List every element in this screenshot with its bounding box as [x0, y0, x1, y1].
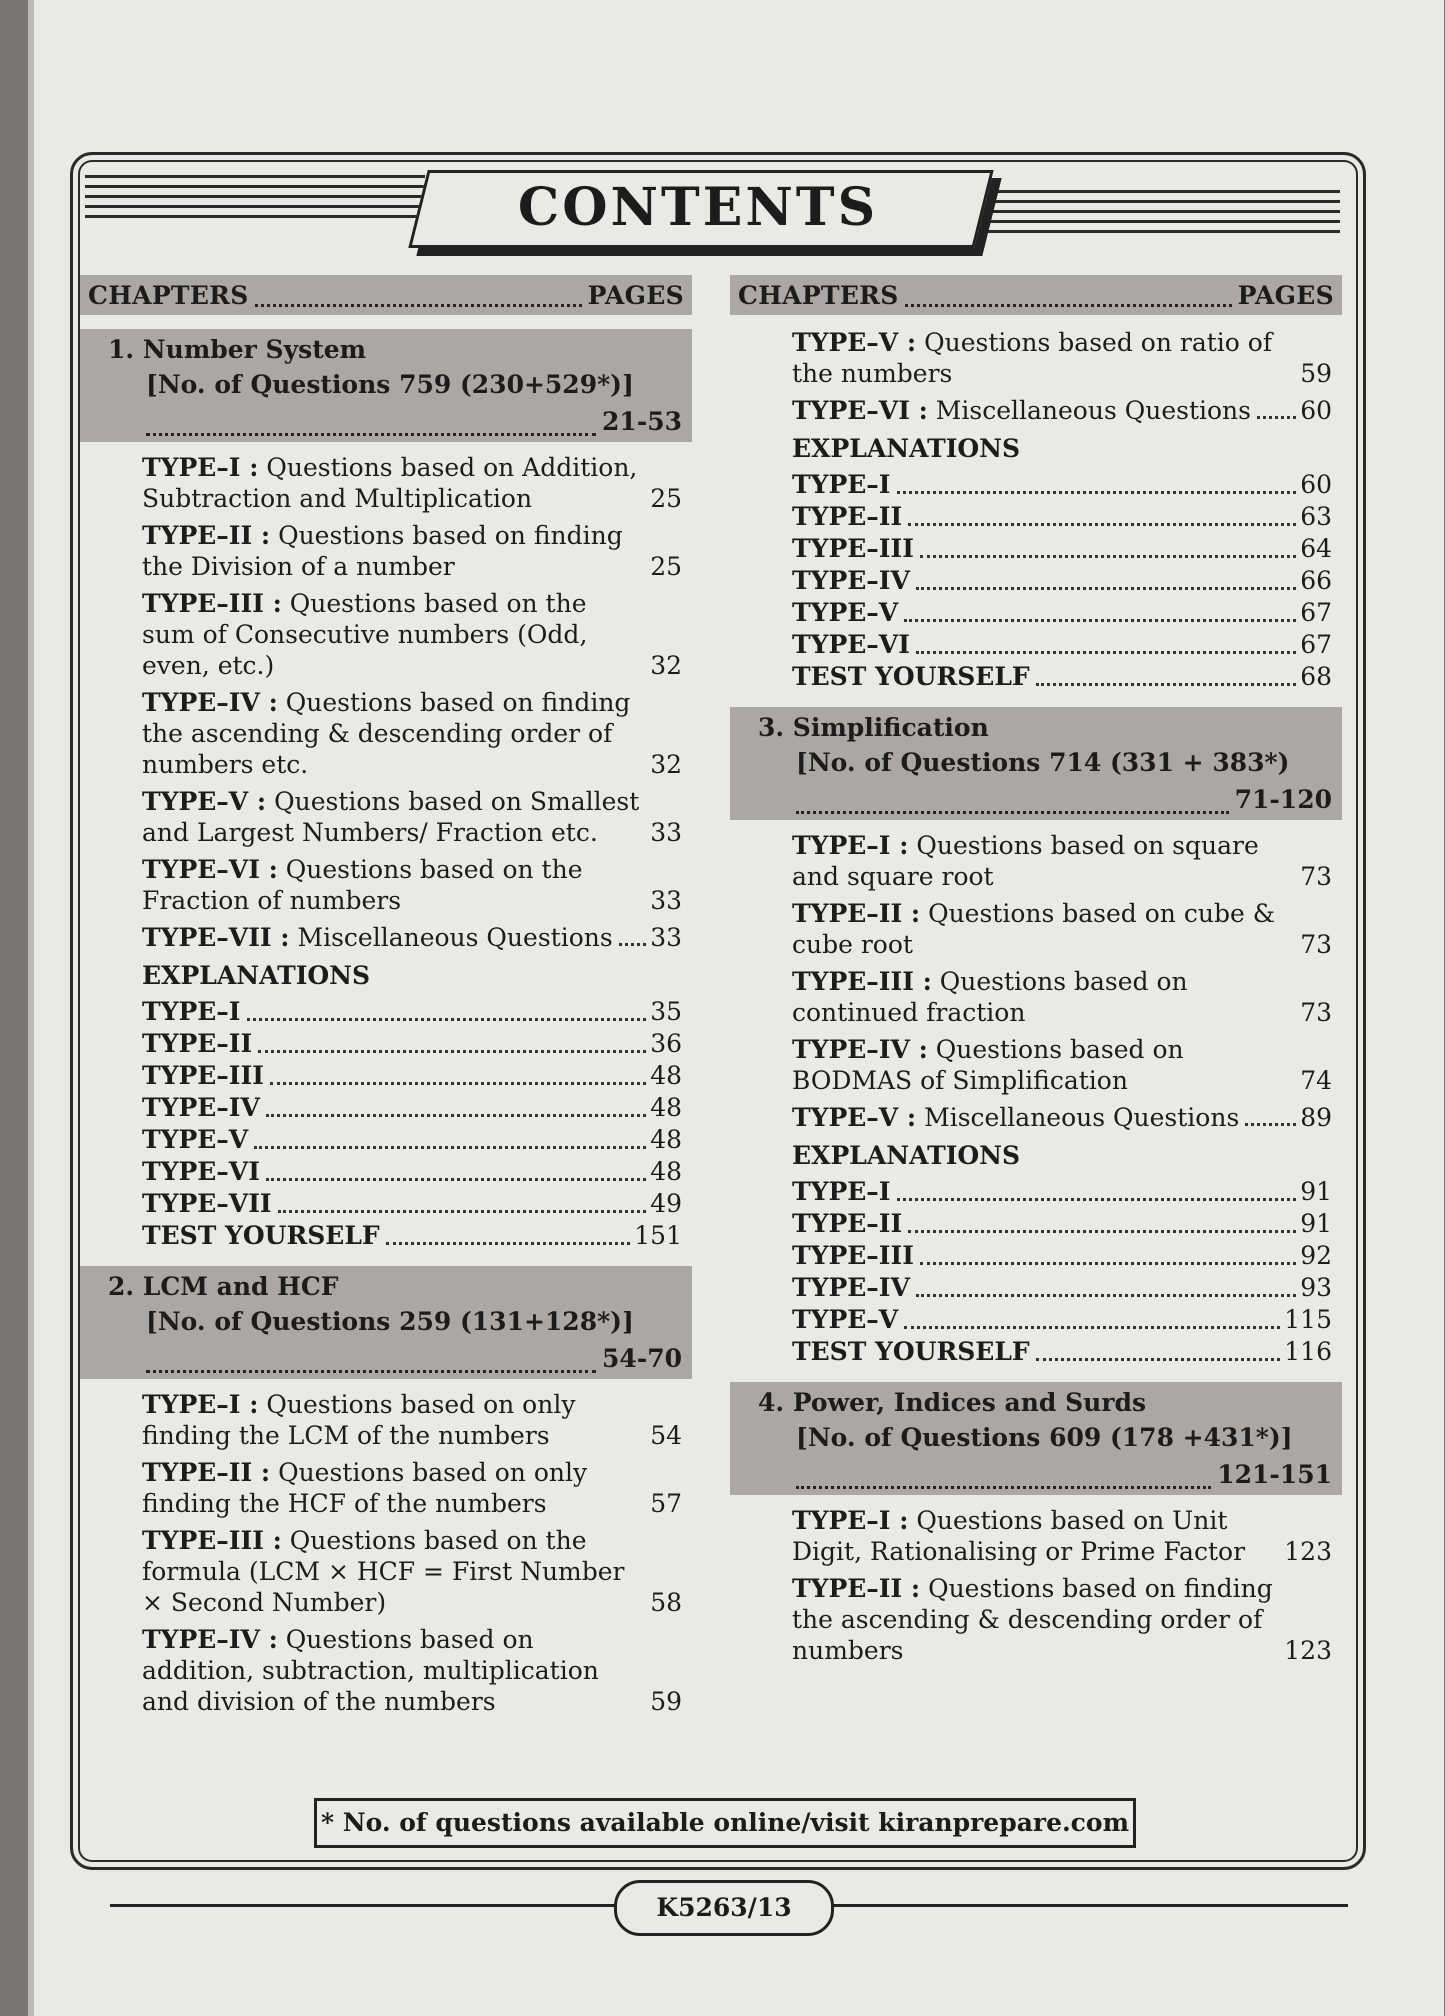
chapter-3 — [730, 707, 1342, 820]
explanation-label: TYPE–I — [142, 997, 241, 1026]
toc-entry — [80, 1624, 692, 1717]
entry-page: 32 — [650, 651, 682, 680]
explanation-entry — [80, 1028, 692, 1060]
explanation-entry — [80, 996, 692, 1028]
toc-entry — [80, 1457, 692, 1519]
page-code: K5263/13 — [614, 1880, 834, 1936]
entry-label: TYPE–VI : — [792, 396, 928, 425]
toc-entry — [80, 786, 692, 848]
explanation-entry — [730, 661, 1342, 693]
explanation-label: TYPE–IV — [142, 1093, 260, 1122]
explanation-page: 48 — [650, 1125, 682, 1154]
explanation-label: TYPE–IV — [792, 1273, 910, 1302]
entry-label: TYPE–II : — [142, 1458, 271, 1487]
entry-page: 33 — [650, 886, 682, 915]
entry-text: Questions based on cube & cube root — [792, 899, 1275, 959]
entry-label: TYPE–V : — [792, 328, 917, 357]
explanation-page: 91 — [1300, 1177, 1332, 1206]
entry-text: Questions based on finding the ascending & descending order of numbers — [792, 1574, 1273, 1665]
header-rules-left — [85, 175, 425, 221]
explanation-page: 48 — [650, 1093, 682, 1122]
explanation-entry — [80, 1188, 692, 1220]
entry-page: 57 — [650, 1489, 682, 1518]
entry-page: 123 — [1284, 1537, 1332, 1566]
explanation-entry — [730, 565, 1342, 597]
chapter-2 — [80, 1266, 692, 1379]
explanation-page: 115 — [1284, 1305, 1332, 1334]
explanation-label: TEST YOURSELF — [142, 1221, 380, 1250]
explanation-page: 66 — [1300, 566, 1332, 595]
explanations-heading: EXPLANATIONS — [792, 434, 1021, 463]
explanation-label: TYPE–III — [142, 1061, 264, 1090]
explanation-entry — [80, 1220, 692, 1252]
toc-entry — [730, 1573, 1342, 1666]
entry-label: TYPE–V : — [792, 1103, 917, 1132]
explanation-page: 64 — [1300, 534, 1332, 563]
entry-text: Questions based on finding the ascending & descending order of numbers etc. — [142, 688, 631, 779]
explanation-label: TYPE–V — [792, 598, 899, 627]
toc-entry — [730, 327, 1342, 389]
explanation-entry — [730, 1336, 1342, 1368]
entry-label: TYPE–III : — [142, 589, 282, 618]
explanation-page: 48 — [650, 1061, 682, 1090]
chapter-questions: [No. of Questions 759 (230+529*)] — [146, 370, 634, 399]
entry-text: Miscellaneous Questions — [935, 396, 1251, 425]
entry-page: 60 — [1300, 396, 1332, 425]
toc-entry — [80, 520, 692, 582]
toc-entry — [80, 1525, 692, 1618]
explanations-heading: EXPLANATIONS — [142, 961, 371, 990]
footnote: * No. of questions available online/visit kiranprepare.com — [314, 1798, 1136, 1848]
entry-label: TYPE–IV : — [142, 688, 278, 717]
entry-page: 25 — [650, 552, 682, 581]
explanation-entry — [730, 501, 1342, 533]
entry-text: Questions based on only finding the HCF of the numbers — [142, 1458, 588, 1518]
explanation-label: TYPE–II — [792, 502, 903, 531]
explanation-entry — [730, 1272, 1342, 1304]
entry-page: 74 — [1300, 1066, 1332, 1095]
right-column — [730, 275, 1342, 1672]
explanation-page: 116 — [1284, 1337, 1332, 1366]
explanation-page: 67 — [1300, 630, 1332, 659]
entry-label: TYPE–I : — [792, 831, 909, 860]
explanation-entry — [730, 469, 1342, 501]
entry-page: 33 — [650, 818, 682, 847]
explanation-entry — [730, 1208, 1342, 1240]
explanation-label: TYPE–III — [792, 1241, 914, 1270]
entry-page: 73 — [1300, 930, 1332, 959]
entry-label: TYPE–I : — [142, 453, 259, 482]
explanation-entry — [730, 597, 1342, 629]
chapter-questions: [No. of Questions 259 (131+128*)] — [146, 1307, 634, 1336]
explanation-label: TYPE–I — [792, 1177, 891, 1206]
footer-rule-left — [110, 1904, 616, 1907]
entry-page: 123 — [1284, 1636, 1332, 1665]
header-rules-right — [985, 190, 1340, 236]
page-title: CONTENTS — [517, 177, 879, 238]
explanation-label: TEST YOURSELF — [792, 1337, 1030, 1366]
explanation-entry — [730, 1176, 1342, 1208]
entry-text: Questions based on only finding the LCM of the numbers — [142, 1390, 576, 1450]
explanation-label: TYPE–VII — [142, 1189, 272, 1218]
entry-text: Questions based on Unit Digit, Rationalising or Prime Factor — [792, 1506, 1246, 1566]
entry-page: 59 — [1300, 359, 1332, 388]
explanation-entry — [730, 533, 1342, 565]
entry-label: TYPE–I : — [792, 1506, 909, 1535]
entry-page: 89 — [1300, 1103, 1332, 1132]
entry-page: 58 — [650, 1588, 682, 1617]
entry-label: TYPE–II : — [142, 521, 271, 550]
toc-entry — [80, 922, 692, 953]
explanation-label: TYPE–VI — [142, 1157, 260, 1186]
pages-heading: PAGES — [587, 280, 684, 310]
toc-entry — [80, 854, 692, 916]
chapters-heading: CHAPTERS — [88, 280, 249, 310]
explanation-entry — [730, 1240, 1342, 1272]
explanation-page: 63 — [1300, 502, 1332, 531]
entry-label: TYPE–VII : — [142, 923, 290, 952]
toc-entry — [730, 966, 1342, 1028]
explanation-page: 60 — [1300, 470, 1332, 499]
explanation-label: TYPE–I — [792, 470, 891, 499]
chapter-title: 3. Simplification — [758, 713, 989, 742]
explanation-label: TYPE–VI — [792, 630, 910, 659]
entry-text: Questions based on the sum of Consecutive numbers (Odd, even, etc.) — [142, 589, 588, 680]
explanation-page: 151 — [634, 1221, 682, 1250]
left-column — [80, 275, 692, 1723]
explanation-entry — [80, 1156, 692, 1188]
entry-text: Miscellaneous Questions — [297, 923, 613, 952]
toc-entry — [80, 588, 692, 681]
chapter-pages: 54-70 — [602, 1344, 682, 1373]
toc-entry — [730, 395, 1342, 426]
entry-page: 59 — [650, 1687, 682, 1716]
entry-text: Questions based on square and square root — [792, 831, 1259, 891]
chapter-pages: 21-53 — [602, 407, 682, 436]
explanation-page: 49 — [650, 1189, 682, 1218]
entry-label: TYPE–II : — [792, 899, 921, 928]
entry-label: TYPE–III : — [142, 1526, 282, 1555]
entry-label: TYPE–III : — [792, 967, 932, 996]
toc-entry — [730, 1505, 1342, 1567]
explanation-page: 91 — [1300, 1209, 1332, 1238]
chapter-title: 2. LCM and HCF — [108, 1272, 339, 1301]
chapter-questions: [No. of Questions 609 (178 +431*)] — [796, 1423, 1293, 1452]
explanation-page: 48 — [650, 1157, 682, 1186]
chapter-title: 1. Number System — [108, 335, 367, 364]
chapter-pages: 71-120 — [1234, 785, 1332, 814]
entry-text: Questions based on continued fraction — [792, 967, 1188, 1027]
entry-text: Miscellaneous Questions — [924, 1103, 1240, 1132]
toc-entry — [80, 687, 692, 780]
entry-text: Questions based on BODMAS of Simplification — [792, 1035, 1184, 1095]
entry-label: TYPE–VI : — [142, 855, 278, 884]
entry-label: TYPE–II : — [792, 1574, 921, 1603]
entry-page: 73 — [1300, 998, 1332, 1027]
entry-page: 73 — [1300, 862, 1332, 891]
toc-entry — [730, 1102, 1342, 1133]
toc-entry — [730, 830, 1342, 892]
entry-text: Questions based on Smallest and Largest Numbers/ Fraction etc. — [142, 787, 640, 847]
entry-page: 25 — [650, 484, 682, 513]
entry-label: TYPE–IV : — [142, 1625, 278, 1654]
entry-text: Questions based on finding the Division of a number — [142, 521, 623, 581]
explanation-entry — [80, 1092, 692, 1124]
explanation-page: 93 — [1300, 1273, 1332, 1302]
explanation-page: 68 — [1300, 662, 1332, 691]
toc-entry — [730, 1034, 1342, 1096]
explanation-label: TYPE–V — [792, 1305, 899, 1334]
explanation-label: TEST YOURSELF — [792, 662, 1030, 691]
explanation-label: TYPE–II — [142, 1029, 253, 1058]
footer-rule-right — [828, 1904, 1348, 1907]
chapter-1 — [80, 329, 692, 442]
explanation-label: TYPE–V — [142, 1125, 249, 1154]
explanation-page: 92 — [1300, 1241, 1332, 1270]
entry-text: Questions based on the Fraction of numbers — [142, 855, 583, 915]
chapter-pages: 121-151 — [1217, 1460, 1332, 1489]
entry-text: Questions based on addition, subtraction, multiplication and division of the numbers — [142, 1625, 599, 1716]
explanation-entry — [80, 1124, 692, 1156]
chapters-heading: CHAPTERS — [738, 280, 899, 310]
entry-label: TYPE–I : — [142, 1390, 259, 1419]
explanation-label: TYPE–III — [792, 534, 914, 563]
explanation-entry — [80, 1060, 692, 1092]
explanations-heading: EXPLANATIONS — [792, 1141, 1021, 1170]
chapter-questions: [No. of Questions 714 (331 + 383*) — [796, 748, 1290, 777]
entry-label: TYPE–V : — [142, 787, 267, 816]
toc-entry — [730, 898, 1342, 960]
pages-heading: PAGES — [1237, 280, 1334, 310]
explanation-entry — [730, 1304, 1342, 1336]
entry-text: Questions based on Addition, Subtraction and Multiplication — [142, 453, 638, 513]
column-header — [80, 275, 692, 315]
explanation-page: 35 — [650, 997, 682, 1026]
explanation-entry — [730, 629, 1342, 661]
column-header — [730, 275, 1342, 315]
entry-page: 32 — [650, 750, 682, 779]
explanation-page: 36 — [650, 1029, 682, 1058]
explanation-label: TYPE–II — [792, 1209, 903, 1238]
entry-page: 33 — [650, 923, 682, 952]
entry-text: Questions based on the formula (LCM × HCF = First Number × Second Number) — [142, 1526, 625, 1617]
entry-text: Questions based on ratio of the numbers — [792, 328, 1273, 388]
entry-label: TYPE–IV : — [792, 1035, 928, 1064]
entry-page: 54 — [650, 1421, 682, 1450]
toc-entry — [80, 1389, 692, 1451]
chapter-4 — [730, 1382, 1342, 1495]
explanation-page: 67 — [1300, 598, 1332, 627]
explanation-label: TYPE–IV — [792, 566, 910, 595]
chapter-title: 4. Power, Indices and Surds — [758, 1388, 1147, 1417]
toc-entry — [80, 452, 692, 514]
